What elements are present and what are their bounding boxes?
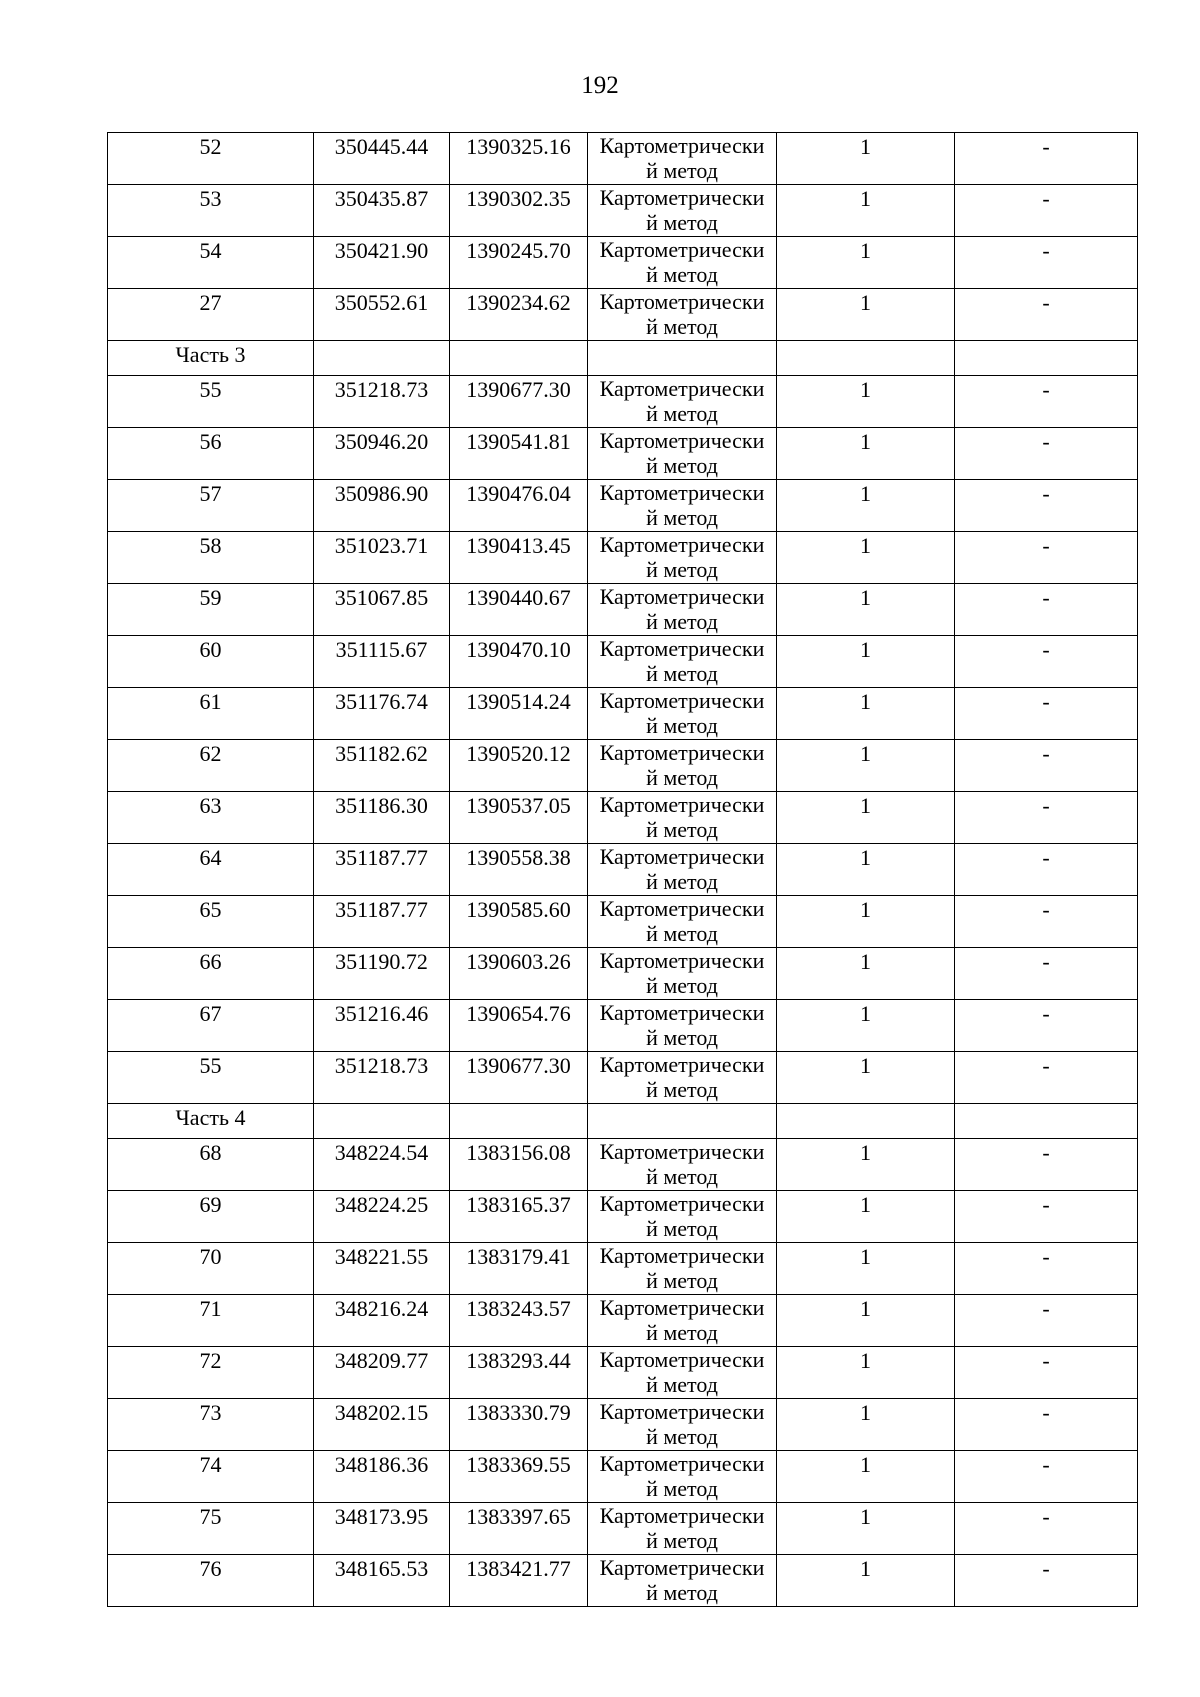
method-text-line2: й метод	[646, 869, 718, 894]
point-number-cell: 67	[108, 1000, 314, 1052]
x-coordinate-cell: 351115.67	[314, 636, 450, 688]
method-text-line1: Картометрически	[599, 480, 765, 505]
page-number: 192	[581, 72, 619, 99]
empty-cell	[588, 1104, 777, 1139]
method-text-line2: й метод	[646, 1320, 718, 1345]
point-number-cell: 71	[108, 1295, 314, 1347]
method-text-line2: й метод	[646, 1268, 718, 1293]
accuracy-cell: 1	[777, 896, 955, 948]
note-cell: -	[955, 1503, 1138, 1555]
note-cell: -	[955, 376, 1138, 428]
note-cell: -	[955, 896, 1138, 948]
note-cell: -	[955, 792, 1138, 844]
note-cell: -	[955, 480, 1138, 532]
note-cell: -	[955, 948, 1138, 1000]
x-coordinate-cell: 348216.24	[314, 1295, 450, 1347]
method-text-line1: Картометрически	[599, 1503, 765, 1528]
y-coordinate-cell: 1390541.81	[450, 428, 588, 480]
point-number-cell: 76	[108, 1555, 314, 1607]
table-row	[108, 1243, 1138, 1295]
method-cell	[588, 1399, 777, 1451]
y-coordinate-cell: 1390677.30	[450, 1052, 588, 1104]
y-coordinate-cell: 1390514.24	[450, 688, 588, 740]
method-text-line1: Картометрически	[599, 1399, 765, 1424]
x-coordinate-cell: 350986.90	[314, 480, 450, 532]
x-coordinate-cell: 348221.55	[314, 1243, 450, 1295]
table-row	[108, 740, 1138, 792]
point-number-cell: 64	[108, 844, 314, 896]
method-text-line1: Картометрически	[599, 584, 765, 609]
method-text-line2: й метод	[646, 557, 718, 582]
point-number-cell: 73	[108, 1399, 314, 1451]
accuracy-cell: 1	[777, 636, 955, 688]
section-header-row	[108, 1104, 1138, 1139]
y-coordinate-cell: 1390413.45	[450, 532, 588, 584]
x-coordinate-cell: 351216.46	[314, 1000, 450, 1052]
x-coordinate-cell: 351176.74	[314, 688, 450, 740]
x-coordinate-cell: 348165.53	[314, 1555, 450, 1607]
method-cell	[588, 844, 777, 896]
x-coordinate-cell: 350445.44	[314, 133, 450, 185]
y-coordinate-cell: 1383179.41	[450, 1243, 588, 1295]
point-number-cell: 27	[108, 289, 314, 341]
method-text-line2: й метод	[646, 262, 718, 287]
accuracy-cell: 1	[777, 584, 955, 636]
method-text-line1: Картометрически	[599, 792, 765, 817]
method-text-line1: Картометрически	[599, 1000, 765, 1025]
note-cell: -	[955, 237, 1138, 289]
table-row	[108, 1555, 1138, 1607]
table-row	[108, 584, 1138, 636]
accuracy-cell: 1	[777, 480, 955, 532]
x-coordinate-cell: 350435.87	[314, 185, 450, 237]
method-text-line2: й метод	[646, 973, 718, 998]
x-coordinate-cell: 351182.62	[314, 740, 450, 792]
table-row	[108, 1295, 1138, 1347]
point-number-cell: 61	[108, 688, 314, 740]
accuracy-cell: 1	[777, 376, 955, 428]
x-coordinate-cell: 348186.36	[314, 1451, 450, 1503]
point-number-cell: 59	[108, 584, 314, 636]
section-label: Часть 3	[108, 341, 314, 376]
method-cell	[588, 1503, 777, 1555]
accuracy-cell: 1	[777, 1243, 955, 1295]
method-cell	[588, 376, 777, 428]
note-cell: -	[955, 740, 1138, 792]
method-text-line1: Картометрически	[599, 1451, 765, 1476]
y-coordinate-cell: 1383369.55	[450, 1451, 588, 1503]
method-cell	[588, 185, 777, 237]
table-row	[108, 532, 1138, 584]
x-coordinate-cell: 348202.15	[314, 1399, 450, 1451]
note-cell: -	[955, 1347, 1138, 1399]
note-cell: -	[955, 1000, 1138, 1052]
method-text-line1: Картометрически	[599, 740, 765, 765]
accuracy-cell: 1	[777, 1451, 955, 1503]
y-coordinate-cell: 1390677.30	[450, 376, 588, 428]
method-text-line2: й метод	[646, 1216, 718, 1241]
y-coordinate-cell: 1390603.26	[450, 948, 588, 1000]
method-text-line2: й метод	[646, 1077, 718, 1102]
method-text-line1: Картометрически	[599, 1295, 765, 1320]
method-text-line2: й метод	[646, 158, 718, 183]
accuracy-cell: 1	[777, 1139, 955, 1191]
table-row	[108, 1503, 1138, 1555]
point-number-cell: 54	[108, 237, 314, 289]
method-text-line2: й метод	[646, 765, 718, 790]
method-cell	[588, 1243, 777, 1295]
accuracy-cell: 1	[777, 1052, 955, 1104]
method-text-line1: Картометрически	[599, 1555, 765, 1580]
method-text-line2: й метод	[646, 1476, 718, 1501]
y-coordinate-cell: 1390302.35	[450, 185, 588, 237]
method-cell	[588, 289, 777, 341]
method-text-line1: Картометрически	[599, 237, 765, 262]
accuracy-cell: 1	[777, 740, 955, 792]
method-text-line2: й метод	[646, 713, 718, 738]
method-text-line2: й метод	[646, 401, 718, 426]
y-coordinate-cell: 1390585.60	[450, 896, 588, 948]
method-text-line1: Картометрически	[599, 688, 765, 713]
table-row	[108, 688, 1138, 740]
method-text-line2: й метод	[646, 1528, 718, 1553]
method-cell	[588, 688, 777, 740]
coordinates-table-body	[108, 133, 1138, 1607]
empty-cell	[314, 1104, 450, 1139]
method-text-line2: й метод	[646, 505, 718, 530]
note-cell: -	[955, 1295, 1138, 1347]
method-text-line2: й метод	[646, 661, 718, 686]
method-text-line2: й метод	[646, 314, 718, 339]
x-coordinate-cell: 350421.90	[314, 237, 450, 289]
accuracy-cell: 1	[777, 289, 955, 341]
x-coordinate-cell: 351023.71	[314, 532, 450, 584]
x-coordinate-cell: 351067.85	[314, 584, 450, 636]
method-text-line1: Картометрически	[599, 1347, 765, 1372]
method-cell	[588, 1555, 777, 1607]
point-number-cell: 58	[108, 532, 314, 584]
accuracy-cell: 1	[777, 1295, 955, 1347]
empty-cell	[314, 341, 450, 376]
point-number-cell: 75	[108, 1503, 314, 1555]
method-cell	[588, 584, 777, 636]
table-row	[108, 1399, 1138, 1451]
note-cell: -	[955, 532, 1138, 584]
method-cell	[588, 896, 777, 948]
empty-cell	[777, 341, 955, 376]
method-cell	[588, 1139, 777, 1191]
note-cell: -	[955, 1052, 1138, 1104]
point-number-cell: 55	[108, 1052, 314, 1104]
method-text-line1: Картометрически	[599, 428, 765, 453]
table-row	[108, 1451, 1138, 1503]
note-cell: -	[955, 133, 1138, 185]
y-coordinate-cell: 1390476.04	[450, 480, 588, 532]
accuracy-cell: 1	[777, 1191, 955, 1243]
y-coordinate-cell: 1383421.77	[450, 1555, 588, 1607]
empty-cell	[955, 341, 1138, 376]
table-row	[108, 1139, 1138, 1191]
point-number-cell: 62	[108, 740, 314, 792]
table-row	[108, 896, 1138, 948]
x-coordinate-cell: 351190.72	[314, 948, 450, 1000]
method-text-line2: й метод	[646, 1580, 718, 1605]
table-row	[108, 428, 1138, 480]
note-cell: -	[955, 1555, 1138, 1607]
point-number-cell: 63	[108, 792, 314, 844]
accuracy-cell: 1	[777, 1503, 955, 1555]
method-cell	[588, 948, 777, 1000]
method-cell	[588, 740, 777, 792]
accuracy-cell: 1	[777, 1347, 955, 1399]
table-row	[108, 133, 1138, 185]
y-coordinate-cell: 1383243.57	[450, 1295, 588, 1347]
point-number-cell: 66	[108, 948, 314, 1000]
x-coordinate-cell: 350946.20	[314, 428, 450, 480]
point-number-cell: 57	[108, 480, 314, 532]
note-cell: -	[955, 844, 1138, 896]
point-number-cell: 53	[108, 185, 314, 237]
method-cell	[588, 1191, 777, 1243]
empty-cell	[777, 1104, 955, 1139]
method-text-line1: Картометрически	[599, 1191, 765, 1216]
method-text-line2: й метод	[646, 817, 718, 842]
y-coordinate-cell: 1390440.67	[450, 584, 588, 636]
method-text-line1: Картометрически	[599, 1139, 765, 1164]
method-text-line2: й метод	[646, 921, 718, 946]
accuracy-cell: 1	[777, 844, 955, 896]
accuracy-cell: 1	[777, 1555, 955, 1607]
empty-cell	[450, 1104, 588, 1139]
note-cell: -	[955, 289, 1138, 341]
method-text-line2: й метод	[646, 609, 718, 634]
y-coordinate-cell: 1390470.10	[450, 636, 588, 688]
accuracy-cell: 1	[777, 948, 955, 1000]
method-cell	[588, 1451, 777, 1503]
method-text-line1: Картометрически	[599, 948, 765, 973]
note-cell: -	[955, 636, 1138, 688]
empty-cell	[588, 341, 777, 376]
point-number-cell: 69	[108, 1191, 314, 1243]
note-cell: -	[955, 1451, 1138, 1503]
section-header-row	[108, 341, 1138, 376]
table-row	[108, 289, 1138, 341]
note-cell: -	[955, 185, 1138, 237]
x-coordinate-cell: 351187.77	[314, 844, 450, 896]
accuracy-cell: 1	[777, 1399, 955, 1451]
method-text-line1: Картометрически	[599, 185, 765, 210]
table-row	[108, 636, 1138, 688]
method-cell	[588, 532, 777, 584]
x-coordinate-cell: 351186.30	[314, 792, 450, 844]
method-text-line1: Картометрически	[599, 289, 765, 314]
accuracy-cell: 1	[777, 185, 955, 237]
method-text-line2: й метод	[646, 1164, 718, 1189]
method-text-line1: Картометрически	[599, 844, 765, 869]
method-text-line1: Картометрически	[599, 1243, 765, 1268]
section-label: Часть 4	[108, 1104, 314, 1139]
method-text-line1: Картометрически	[599, 896, 765, 921]
method-cell	[588, 1000, 777, 1052]
method-cell	[588, 792, 777, 844]
accuracy-cell: 1	[777, 133, 955, 185]
note-cell: -	[955, 688, 1138, 740]
table-row	[108, 1191, 1138, 1243]
coordinates-table	[107, 132, 1138, 1607]
method-text-line2: й метод	[646, 453, 718, 478]
point-number-cell: 55	[108, 376, 314, 428]
table-row	[108, 480, 1138, 532]
note-cell: -	[955, 428, 1138, 480]
accuracy-cell: 1	[777, 532, 955, 584]
note-cell: -	[955, 1191, 1138, 1243]
y-coordinate-cell: 1390654.76	[450, 1000, 588, 1052]
method-text-line1: Картометрически	[599, 1052, 765, 1077]
x-coordinate-cell: 351218.73	[314, 376, 450, 428]
point-number-cell: 74	[108, 1451, 314, 1503]
y-coordinate-cell: 1383156.08	[450, 1139, 588, 1191]
method-cell	[588, 1347, 777, 1399]
method-cell	[588, 1295, 777, 1347]
y-coordinate-cell: 1383165.37	[450, 1191, 588, 1243]
method-text-line2: й метод	[646, 1025, 718, 1050]
method-text-line2: й метод	[646, 1372, 718, 1397]
table-row	[108, 237, 1138, 289]
point-number-cell: 70	[108, 1243, 314, 1295]
point-number-cell: 56	[108, 428, 314, 480]
note-cell: -	[955, 1399, 1138, 1451]
table-row	[108, 1000, 1138, 1052]
note-cell: -	[955, 1243, 1138, 1295]
y-coordinate-cell: 1390325.16	[450, 133, 588, 185]
table-row	[108, 185, 1138, 237]
method-text-line1: Картометрически	[599, 532, 765, 557]
accuracy-cell: 1	[777, 237, 955, 289]
x-coordinate-cell: 350552.61	[314, 289, 450, 341]
method-text-line2: й метод	[646, 1424, 718, 1449]
point-number-cell: 68	[108, 1139, 314, 1191]
y-coordinate-cell: 1390520.12	[450, 740, 588, 792]
x-coordinate-cell: 348209.77	[314, 1347, 450, 1399]
table-row	[108, 376, 1138, 428]
method-text-line1: Картометрически	[599, 376, 765, 401]
note-cell: -	[955, 1139, 1138, 1191]
table-row	[108, 1347, 1138, 1399]
note-cell: -	[955, 584, 1138, 636]
accuracy-cell: 1	[777, 688, 955, 740]
method-cell	[588, 237, 777, 289]
method-cell	[588, 636, 777, 688]
empty-cell	[450, 341, 588, 376]
x-coordinate-cell: 348224.25	[314, 1191, 450, 1243]
accuracy-cell: 1	[777, 1000, 955, 1052]
empty-cell	[955, 1104, 1138, 1139]
accuracy-cell: 1	[777, 428, 955, 480]
method-text-line1: Картометрически	[599, 636, 765, 661]
method-text-line2: й метод	[646, 210, 718, 235]
table-row	[108, 792, 1138, 844]
point-number-cell: 60	[108, 636, 314, 688]
y-coordinate-cell: 1383330.79	[450, 1399, 588, 1451]
table-row	[108, 948, 1138, 1000]
x-coordinate-cell: 351187.77	[314, 896, 450, 948]
point-number-cell: 65	[108, 896, 314, 948]
method-cell	[588, 480, 777, 532]
y-coordinate-cell: 1383293.44	[450, 1347, 588, 1399]
x-coordinate-cell: 351218.73	[314, 1052, 450, 1104]
y-coordinate-cell: 1390234.62	[450, 289, 588, 341]
point-number-cell: 52	[108, 133, 314, 185]
x-coordinate-cell: 348224.54	[314, 1139, 450, 1191]
table-row	[108, 1052, 1138, 1104]
y-coordinate-cell: 1390558.38	[450, 844, 588, 896]
y-coordinate-cell: 1383397.65	[450, 1503, 588, 1555]
y-coordinate-cell: 1390537.05	[450, 792, 588, 844]
accuracy-cell: 1	[777, 792, 955, 844]
method-text-line1: Картометрически	[599, 133, 765, 158]
x-coordinate-cell: 348173.95	[314, 1503, 450, 1555]
point-number-cell: 72	[108, 1347, 314, 1399]
method-cell	[588, 133, 777, 185]
y-coordinate-cell: 1390245.70	[450, 237, 588, 289]
method-cell	[588, 1052, 777, 1104]
table-row	[108, 844, 1138, 896]
method-cell	[588, 428, 777, 480]
